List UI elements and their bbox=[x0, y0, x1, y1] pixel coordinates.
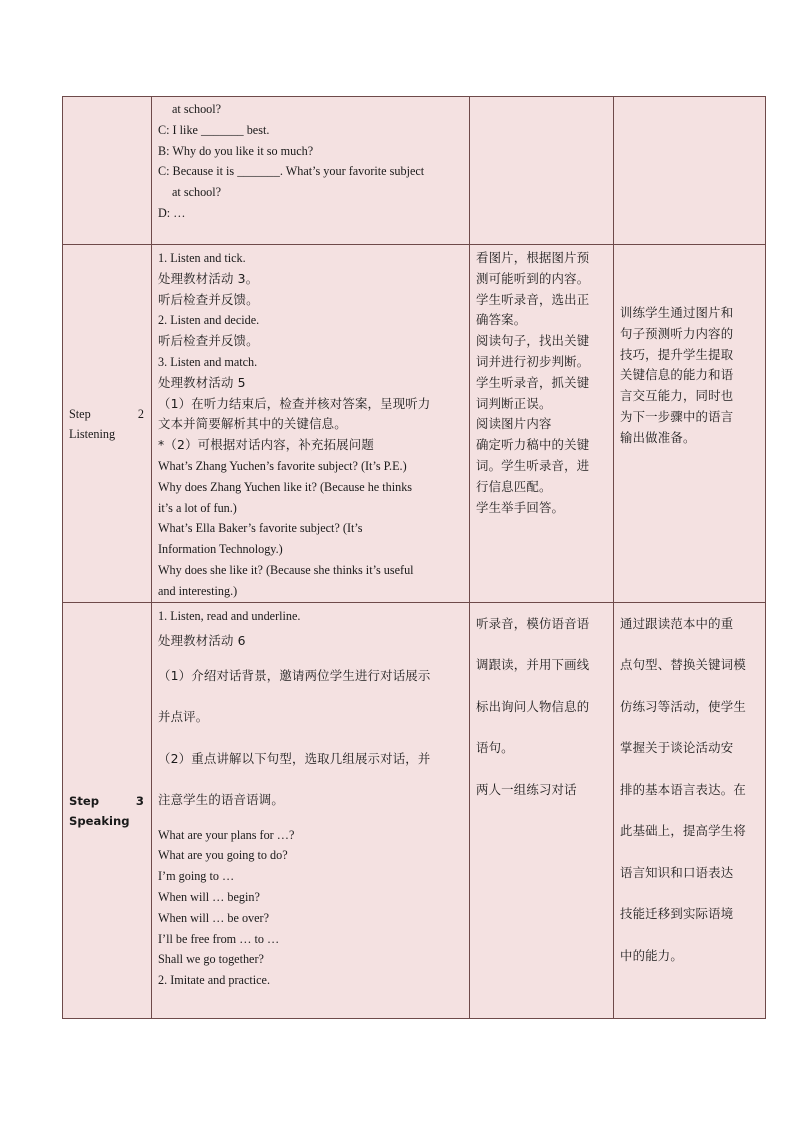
student-line: 确答案。 bbox=[476, 312, 527, 328]
student-line: 学生听录音，抓关键 bbox=[476, 374, 590, 390]
activity-line: B: Why do you like it so much? bbox=[158, 143, 314, 158]
activity-line: and interesting.) bbox=[158, 583, 238, 598]
activity-line: （1）在听力结束后，检查并核对答案，呈现听力 bbox=[158, 395, 431, 411]
activity-line: What’s Zhang Yuchen’s favorite subject? (It’s P.E.) bbox=[158, 458, 407, 473]
teacher-activity-cell bbox=[152, 97, 470, 245]
teacher-activity-cell bbox=[152, 245, 470, 603]
activity-line: 2. Listen and decide. bbox=[158, 313, 260, 328]
student-line: 词判断正误。 bbox=[476, 395, 552, 411]
purpose-cell bbox=[614, 602, 766, 1018]
purpose-line: 此基础上，提高学生将 bbox=[620, 823, 746, 839]
step-cell-listening bbox=[63, 245, 152, 603]
activity-line: When will … begin? bbox=[158, 889, 260, 904]
student-line: 学生举手回答。 bbox=[476, 499, 565, 515]
student-activity-cell bbox=[470, 245, 614, 603]
student-line: 测可能听到的内容。 bbox=[476, 270, 590, 286]
step-number: 3 bbox=[135, 794, 144, 809]
student-line: 学生听录音，选出正 bbox=[476, 291, 590, 307]
table-row-listening bbox=[63, 245, 766, 603]
activity-line: What’s Ella Baker’s favorite subject? (It’s bbox=[158, 521, 363, 536]
activity-line: at school? bbox=[172, 185, 222, 200]
activity-line: What are your plans for …? bbox=[158, 827, 295, 842]
lesson-plan-table bbox=[62, 96, 766, 1019]
student-line: 词。学生听录音，进 bbox=[476, 457, 590, 473]
activity-line: 2. Imitate and practice. bbox=[158, 973, 271, 988]
purpose-line: 关键信息的能力和语 bbox=[620, 367, 734, 383]
student-line: 标出询问人物信息的 bbox=[476, 698, 590, 714]
student-line: 看图片，根据图片预 bbox=[476, 250, 590, 265]
activity-line: Shall we go together? bbox=[158, 952, 264, 967]
activity-line: What are you going to do? bbox=[158, 848, 288, 863]
activity-line: 文本并简要解析其中的关键信息。 bbox=[158, 416, 347, 432]
activity-line: Why does Zhang Yuchen like it? (Because he thinks bbox=[158, 479, 413, 494]
purpose-cell-empty bbox=[614, 97, 766, 245]
activity-line: 1. Listen, read and underline. bbox=[158, 608, 301, 623]
activity-line: When will … be over? bbox=[158, 910, 270, 925]
activity-line: at school? bbox=[172, 102, 222, 116]
purpose-line: 为下一步骤中的语言 bbox=[620, 408, 734, 424]
activity-line: 3. Listen and match. bbox=[158, 354, 258, 369]
purpose-line: 掌握关于谈论活动安 bbox=[620, 740, 734, 756]
purpose-line: 仿练习等活动，使学生 bbox=[620, 698, 746, 714]
purpose-line: 句子预测听力内容的 bbox=[620, 325, 734, 341]
activity-line: 处理教材活动 6 bbox=[158, 632, 246, 648]
activity-line: Information Technology.) bbox=[158, 542, 283, 557]
table-row-speaking bbox=[63, 602, 766, 1018]
purpose-line: 点句型、替换关键词模 bbox=[620, 657, 746, 673]
purpose-line: 言交互能力，同时也 bbox=[620, 388, 734, 404]
activity-line: 1. Listen and tick. bbox=[158, 251, 246, 265]
student-activity-cell bbox=[470, 602, 614, 1018]
activity-line: 听后检查并反馈。 bbox=[158, 333, 259, 349]
purpose-line: 中的能力。 bbox=[620, 947, 683, 963]
activity-line: 并点评。 bbox=[158, 709, 209, 725]
purpose-line: 技巧，提升学生提取 bbox=[620, 346, 734, 362]
step-name: Speaking bbox=[69, 814, 130, 829]
student-line: 两人一组练习对话 bbox=[476, 781, 577, 797]
purpose-line: 排的基本语言表达。在 bbox=[620, 781, 746, 797]
purpose-line: 输出做准备。 bbox=[620, 429, 696, 445]
activity-line: I’ll be free from … to … bbox=[158, 931, 280, 946]
purpose-line: 语言知识和口语表达 bbox=[620, 864, 734, 880]
step-word: Step bbox=[69, 794, 100, 809]
activity-line: Why does she like it? (Because she thinks it’s useful bbox=[158, 562, 414, 577]
activity-line: D: … bbox=[158, 205, 186, 220]
table-row-continued bbox=[63, 97, 766, 245]
step-label bbox=[69, 791, 146, 811]
activity-line: C: Because it is _______. What’s your favorite subject bbox=[158, 164, 425, 179]
activity-line: （2）重点讲解以下句型，选取几组展示对话，并 bbox=[158, 750, 431, 766]
step-name: Listening bbox=[69, 427, 116, 442]
student-line: 调跟读，并用下画线 bbox=[476, 657, 590, 673]
step-cell-speaking bbox=[63, 602, 152, 1018]
step-cell-empty bbox=[63, 97, 152, 245]
student-line: 词并进行初步判断。 bbox=[476, 353, 590, 369]
activity-line: *（2）可根据对话内容，补充拓展问题 bbox=[158, 437, 374, 453]
student-activity-cell-empty bbox=[470, 97, 614, 245]
purpose-line: 通过跟读范本中的重 bbox=[620, 615, 734, 631]
step-word: Step bbox=[69, 407, 91, 422]
student-line: 确定听力稿中的关键 bbox=[476, 437, 590, 453]
activity-line: 处理教材活动 5 bbox=[158, 374, 246, 390]
student-line: 行信息匹配。 bbox=[476, 478, 552, 494]
teacher-activity-cell bbox=[152, 602, 470, 1018]
activity-line: （1）介绍对话背景，邀请两位学生进行对话展示 bbox=[158, 667, 431, 683]
activity-line: I’m going to … bbox=[158, 869, 235, 884]
purpose-line: 技能迁移到实际语境 bbox=[620, 906, 734, 922]
student-line: 阅读句子，找出关键 bbox=[476, 333, 590, 349]
purpose-line: 训练学生通过图片和 bbox=[620, 305, 734, 320]
student-line: 听录音，模仿语音语 bbox=[476, 615, 590, 631]
purpose-cell bbox=[614, 245, 766, 603]
activity-line: 注意学生的语音语调。 bbox=[158, 792, 284, 808]
activity-line: it’s a lot of fun.) bbox=[158, 500, 237, 515]
student-line: 阅读图片内容 bbox=[476, 416, 552, 432]
step-number: 2 bbox=[137, 407, 144, 422]
activity-line: C: I like _______ best. bbox=[158, 122, 270, 137]
activity-line: 听后检查并反馈。 bbox=[158, 291, 259, 307]
student-line: 语句。 bbox=[476, 740, 514, 756]
step-label bbox=[69, 404, 146, 424]
activity-line: 处理教材活动 3。 bbox=[158, 270, 259, 286]
